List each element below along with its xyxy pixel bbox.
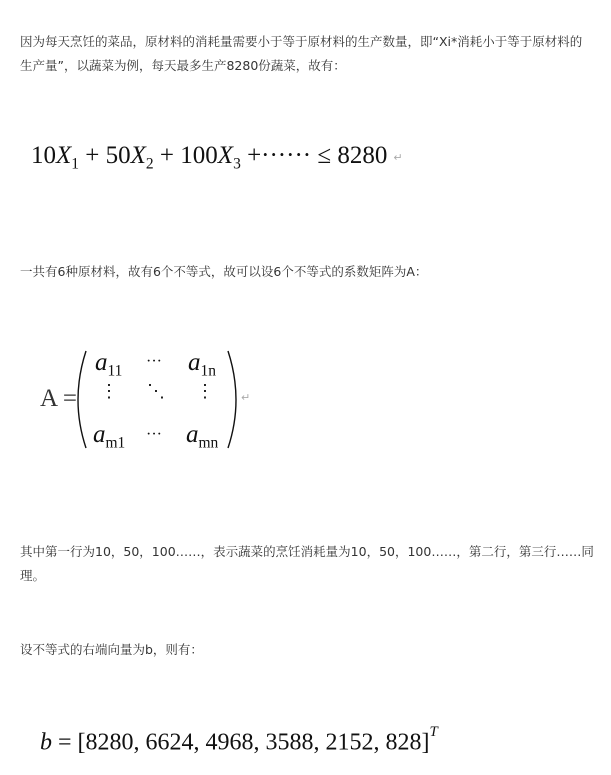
equation-vector-b — [40, 724, 438, 756]
paragraph-vector-intro: 设不等式的右端向量为b，则有： — [20, 642, 203, 657]
equation-tail: +······ ≤ 8280 — [247, 142, 388, 169]
cell-amn: $a_{mn}$ — [186, 421, 219, 452]
cell-am1: $a_{m1}$ — [93, 421, 126, 452]
paragraph-matrix-explain: 其中第一行为10，50，100……，表示蔬菜的烹饪消耗量为10，50，100……，第二行，第三行……同理。 — [20, 544, 594, 583]
equation-inequality: $10X_1 + 50X_2 + 100X_3$ +······ ≤ 8280 ↵ — [31, 142, 403, 173]
ddots-center: ⋱ — [147, 381, 165, 401]
term-1: $10X_1$ — [31, 142, 80, 173]
paragraph-intro: 因为每天烹饪的菜品，原材料的消耗量需要小于等于原材料的生产数量，即“Xi*消耗小于等于原材料的生产量”，以蔬菜为例，每天最多生产8280份蔬菜，故有： — [20, 34, 583, 73]
term-2: $50X_2$ — [105, 142, 154, 173]
vector-b-body: = [8280, 6624, 4968, 3588, 2152, 828] — [58, 729, 430, 756]
hdots-top: ··· — [146, 353, 162, 370]
matrix-label: A = — [40, 385, 78, 412]
hdots-bottom: ··· — [146, 426, 162, 443]
term-3: $100X_3$ — [180, 142, 241, 173]
vector-b-symbol: b — [40, 729, 52, 756]
return-mark-2: ↵ — [241, 391, 251, 404]
cell-a11: $a_{11}$ — [95, 349, 123, 380]
vdots-right: ⋮ — [196, 381, 214, 401]
left-paren — [78, 351, 86, 448]
vdots-left: ⋮ — [100, 381, 118, 401]
return-mark-1: ↵ — [393, 150, 403, 164]
paragraph-matrix-intro: 一共有6种原材料，故有6个不等式，故可以设6个不等式的系数矩阵为A： — [20, 264, 428, 279]
transpose-mark: T — [429, 724, 438, 740]
cell-a1n: $a_{1n}$ — [188, 349, 216, 380]
